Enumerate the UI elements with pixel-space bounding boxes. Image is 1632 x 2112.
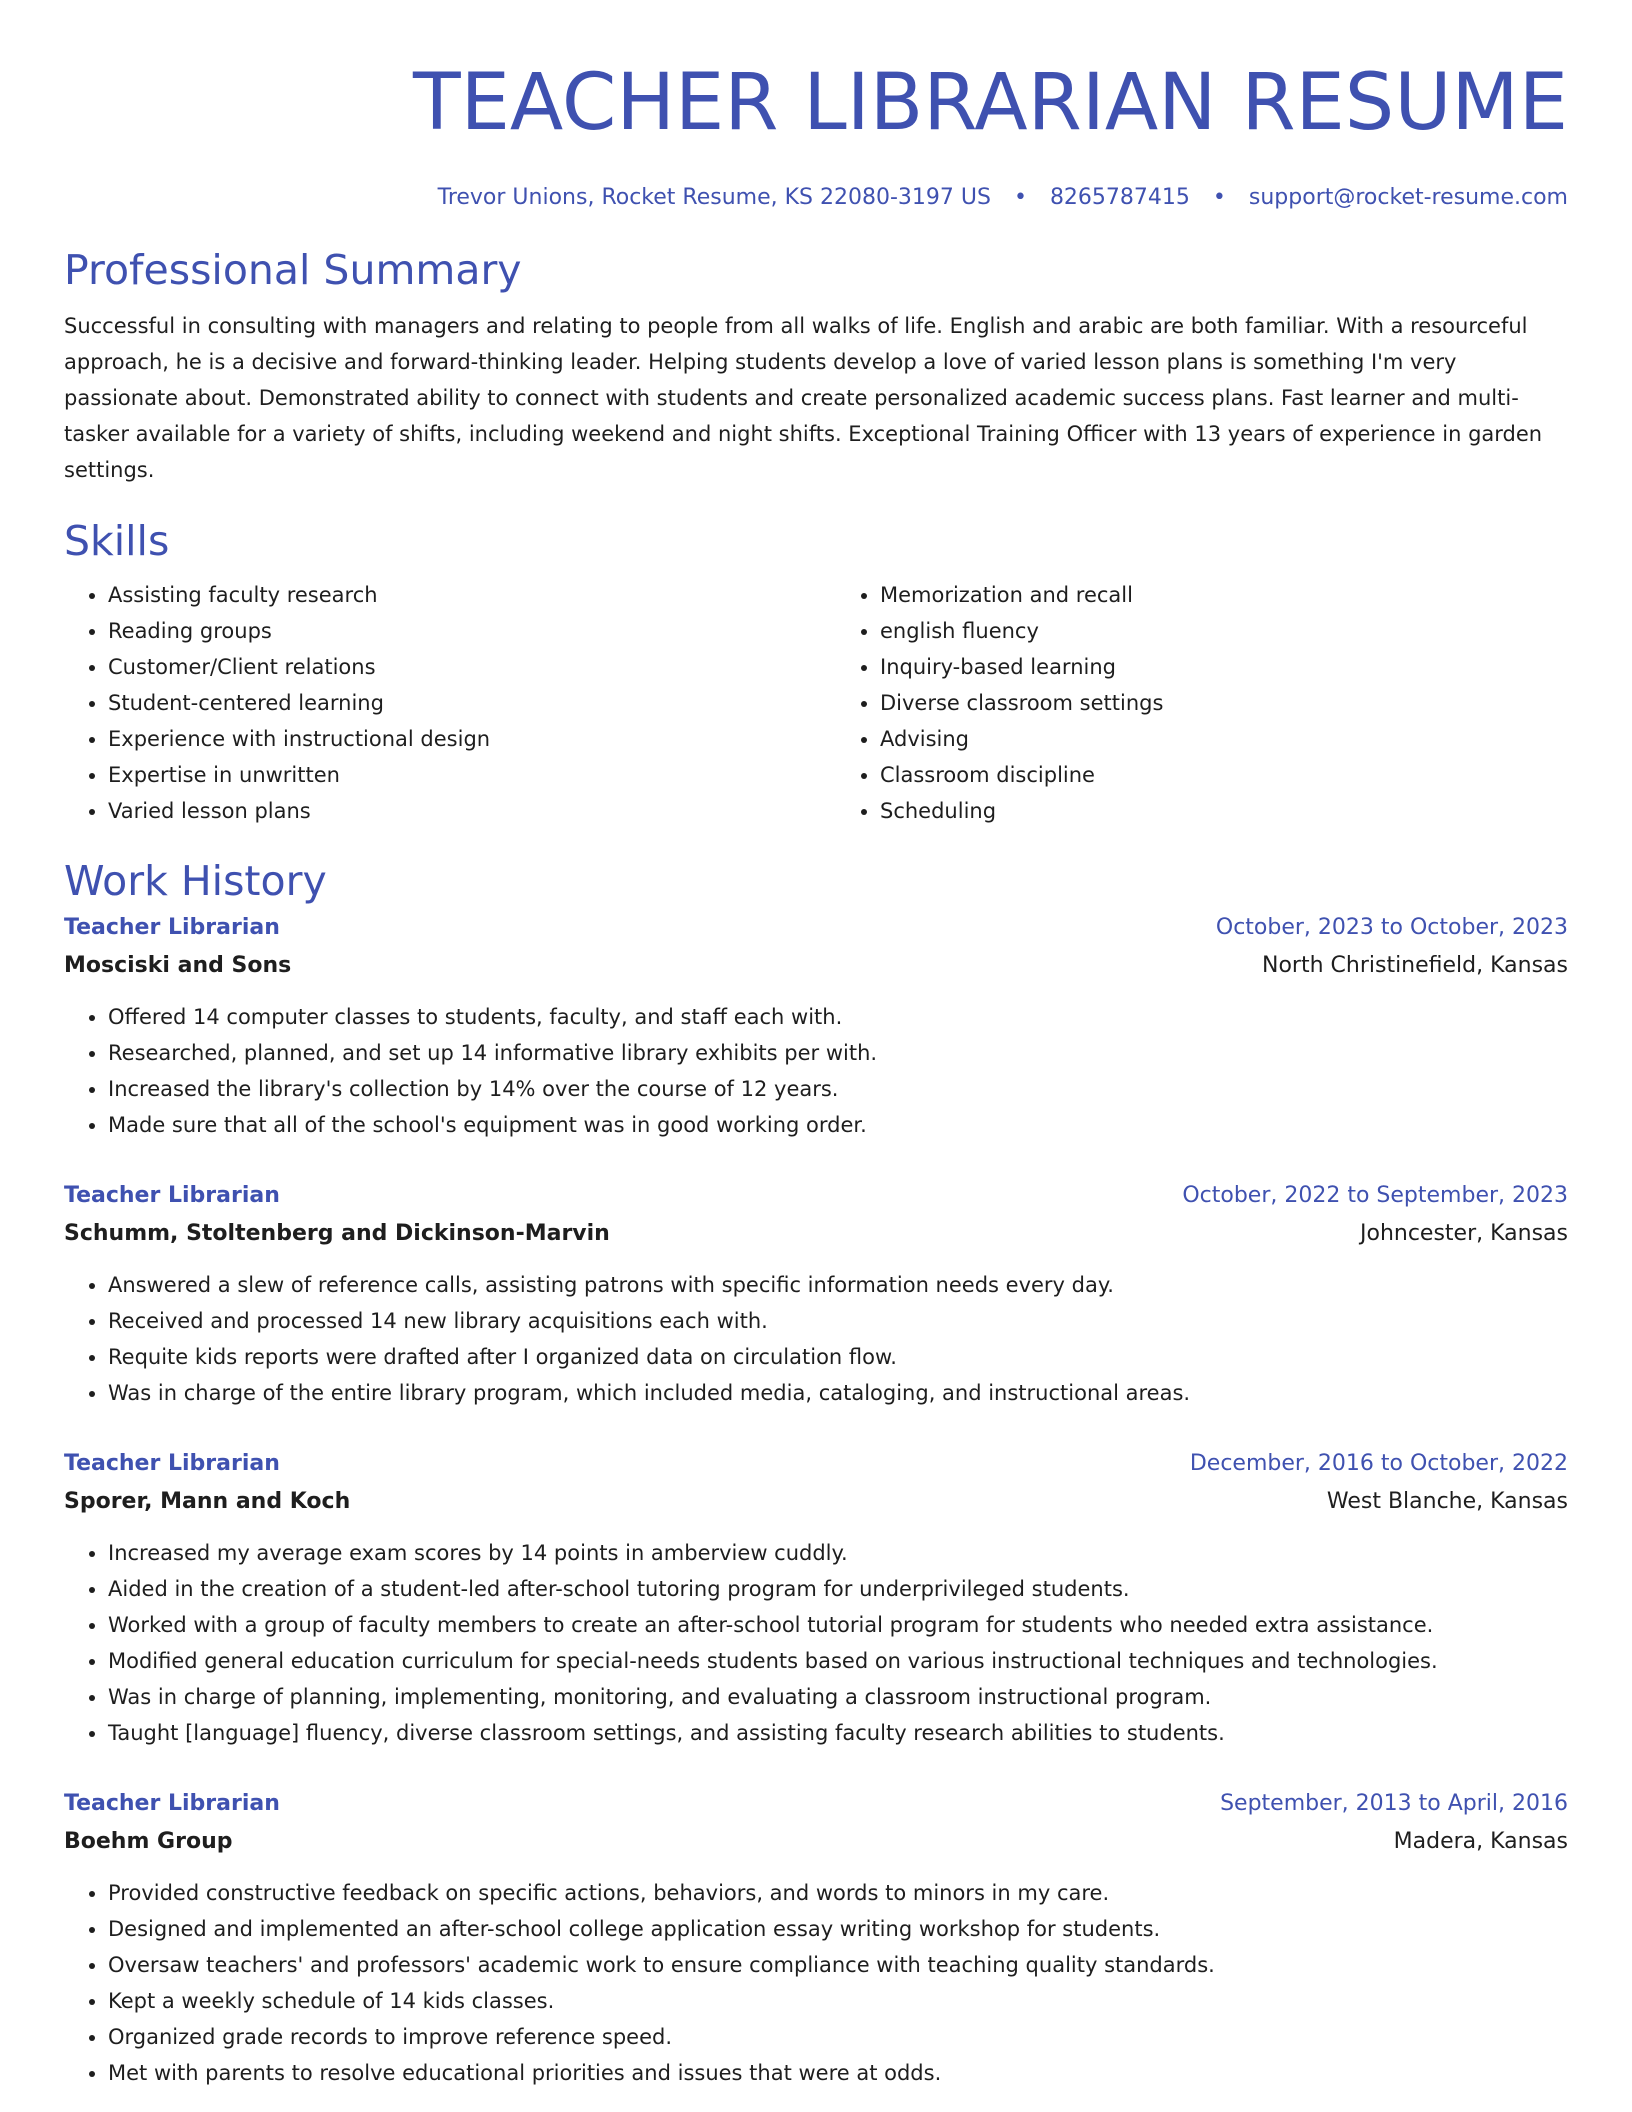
resume-title: TEACHER LIBRARIAN RESUME	[412, 58, 1568, 148]
skill-item: • Varied lesson plans	[108, 793, 796, 829]
skills-grid	[64, 577, 1568, 829]
job-bullet: • Increased the library's collection by 14% over the course of 12 years.	[108, 1071, 1568, 1107]
job-company: Sporer, Mann and Koch	[64, 1489, 351, 1514]
job-dates: October, 2023 to October, 2023	[1215, 915, 1568, 940]
work-history-heading: Work History	[64, 857, 327, 905]
job-dates: September, 2013 to April, 2016	[1220, 1791, 1568, 1816]
job-entry	[64, 1177, 1568, 1411]
job-location: Johncester, Kansas	[1360, 1221, 1568, 1246]
job-title-row	[64, 1785, 1568, 1823]
job-bullet: • Was in charge of planning, implementing, monitoring, and evaluating a classroom instructional program.	[108, 1679, 1568, 1715]
professional-summary-text: Successful in consulting with managers and relating to people from all walks of life. English and arabic are both familiar. With a resourceful approach, he is a decisive and forward-thinking leader. Helping students develop a love of varied lesson plans is something I'm very passionate about. Demonstrated ability to connect with students and create personalized academic success plans. Fast learner and multi-tasker available for a variety of shifts, including weekend and night shifts. Exceptional Training Officer with 13 years of experience in garden settings.	[64, 314, 1543, 482]
skill-item: • Experience with instructional design	[108, 721, 796, 757]
skill-item: • Advising	[880, 721, 1568, 757]
job-company: Boehm Group	[64, 1829, 233, 1854]
contact-email: support@rocket-resume.com	[1248, 185, 1568, 210]
job-bullet: • Was in charge of the entire library program, which included media, cataloging, and instructional areas.	[108, 1375, 1568, 1411]
job-company: Schumm, Stoltenberg and Dickinson-Marvin	[64, 1221, 610, 1246]
job-title: Teacher Librarian	[64, 1183, 280, 1208]
job-bullets	[64, 999, 1568, 1143]
skill-item: • Reading groups	[108, 613, 796, 649]
job-bullet: • Increased my average exam scores by 14 points in amberview cuddly.	[108, 1535, 1568, 1571]
job-bullets	[64, 1875, 1568, 2091]
skill-item: • Classroom discipline	[880, 757, 1568, 793]
skill-item: • Inquiry-based learning	[880, 649, 1568, 685]
job-bullet: • Kept a weekly schedule of 14 kids classes.	[108, 1983, 1568, 2019]
contact-address: Trevor Unions, Rocket Resume, KS 22080-3197 US	[437, 185, 991, 210]
job-title-row	[64, 909, 1568, 947]
job-title-row	[64, 1445, 1568, 1483]
job-bullet: • Worked with a group of faculty members to create an after-school tutorial program for students who needed extra assistance.	[108, 1607, 1568, 1643]
contact-line	[64, 182, 1568, 214]
job-company-row	[64, 1215, 1568, 1253]
job-entry	[64, 1785, 1568, 2091]
contact-separator: •	[1212, 185, 1226, 210]
job-bullet: • Received and processed 14 new library acquisitions each with.	[108, 1303, 1568, 1339]
skills-heading: Skills	[64, 517, 170, 565]
skill-item: • Student-centered learning	[108, 685, 796, 721]
job-dates: December, 2016 to October, 2022	[1189, 1451, 1568, 1476]
skill-item: • Diverse classroom settings	[880, 685, 1568, 721]
job-bullet: • Requite kids reports were drafted after I organized data on circulation flow.	[108, 1339, 1568, 1375]
job-bullet: • Taught [language] fluency, diverse classroom settings, and assisting faculty research abilities to students.	[108, 1715, 1568, 1751]
job-location: North Christinefield, Kansas	[1262, 953, 1568, 978]
job-company-row	[64, 947, 1568, 985]
job-dates: October, 2022 to September, 2023	[1182, 1183, 1568, 1208]
job-bullet: • Researched, planned, and set up 14 informative library exhibits per with.	[108, 1035, 1568, 1071]
job-title: Teacher Librarian	[64, 1451, 280, 1476]
job-bullet: • Provided constructive feedback on specific actions, behaviors, and words to minors in my care.	[108, 1875, 1568, 1911]
work-history-section	[64, 853, 1568, 2091]
skill-item: • Assisting faculty research	[108, 577, 796, 613]
skills-section	[64, 513, 1568, 829]
contact-phone: 8265787415	[1049, 185, 1190, 210]
job-bullet: • Met with parents to resolve educational priorities and issues that were at odds.	[108, 2055, 1568, 2091]
job-title: Teacher Librarian	[64, 1791, 280, 1816]
skill-item: • Expertise in unwritten	[108, 757, 796, 793]
job-bullet: • Answered a slew of reference calls, assisting patrons with specific information needs every day.	[108, 1267, 1568, 1303]
job-location: Madera, Kansas	[1393, 1829, 1568, 1854]
resume-header	[64, 0, 1568, 214]
job-bullet: • Oversaw teachers' and professors' academic work to ensure compliance with teaching quality standards.	[108, 1947, 1568, 1983]
job-bullet: • Designed and implemented an after-school college application essay writing workshop for students.	[108, 1911, 1568, 1947]
job-location: West Blanche, Kansas	[1326, 1489, 1568, 1514]
skill-item: • english fluency	[880, 613, 1568, 649]
skills-list-right	[836, 577, 1568, 829]
job-bullet: • Aided in the creation of a student-led after-school tutoring program for underprivileged students.	[108, 1571, 1568, 1607]
professional-summary-heading: Professional Summary	[64, 246, 522, 294]
job-bullet: • Made sure that all of the school's equipment was in good working order.	[108, 1107, 1568, 1143]
skills-list-left	[64, 577, 796, 829]
skill-item: • Memorization and recall	[880, 577, 1568, 613]
job-bullets	[64, 1535, 1568, 1751]
job-bullet: • Organized grade records to improve reference speed.	[108, 2019, 1568, 2055]
job-company: Mosciski and Sons	[64, 953, 292, 978]
contact-separator: •	[1013, 185, 1027, 210]
job-bullets	[64, 1267, 1568, 1411]
job-title: Teacher Librarian	[64, 915, 280, 940]
job-company-row	[64, 1483, 1568, 1521]
job-company-row	[64, 1823, 1568, 1861]
job-title-row	[64, 1177, 1568, 1215]
skill-item: • Customer/Client relations	[108, 649, 796, 685]
skill-item: • Scheduling	[880, 793, 1568, 829]
job-bullet: • Modified general education curriculum for special-needs students based on various instructional techniques and technologies.	[108, 1643, 1568, 1679]
professional-summary-section	[64, 242, 1568, 488]
job-entry	[64, 909, 1568, 1143]
job-entry	[64, 1445, 1568, 1751]
job-bullet: • Offered 14 computer classes to students, faculty, and staff each with.	[108, 999, 1568, 1035]
